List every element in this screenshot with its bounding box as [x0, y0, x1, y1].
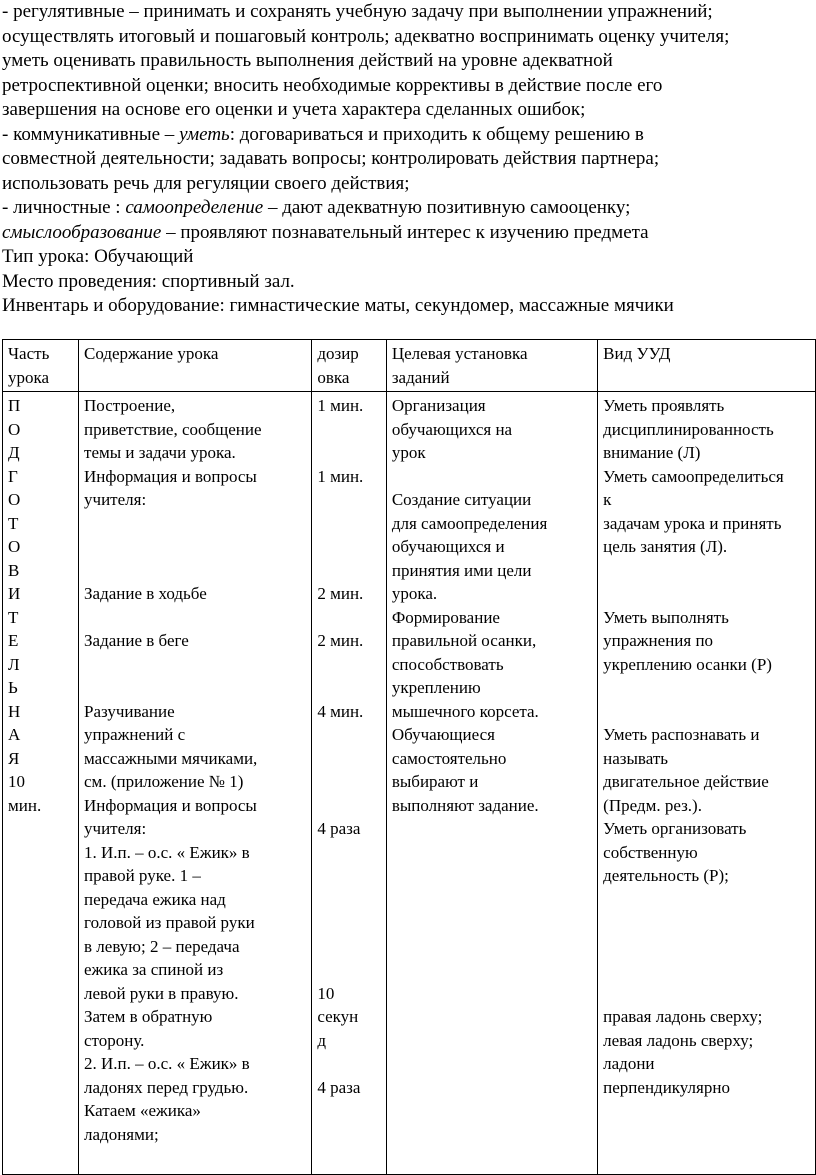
cell-line: Информация и вопросы	[84, 466, 257, 486]
cell-line: 2 мин.	[317, 584, 364, 603]
cell-line: 10	[317, 983, 335, 1003]
cell-goal	[386, 392, 597, 1175]
cell-line	[84, 559, 307, 583]
cell-line	[84, 535, 307, 559]
intro-line: совместной деятельности; задавать вопросы; контролировать действия партнера;	[2, 148, 660, 169]
cell-line	[317, 958, 382, 982]
cell-line	[317, 1123, 382, 1147]
cell-line: Уметь проявлять	[603, 396, 725, 415]
cell-line: выполняют задание.	[391, 795, 539, 815]
cell-line: В	[8, 560, 20, 580]
cell-line: принятия ими цели	[391, 560, 532, 580]
cell-line	[317, 535, 382, 559]
cell-line: для самоопределения	[391, 513, 548, 533]
cell-line: упражнения по	[603, 631, 714, 650]
cell-line	[317, 512, 382, 536]
cell-line	[317, 888, 382, 912]
intro-italic: смыслообразование	[2, 221, 162, 243]
lesson-location: Место проведения: спортивный зал.	[2, 270, 295, 292]
cell-line: собственную	[603, 842, 698, 862]
intro-text	[2, 0, 816, 319]
cell-line: самостоятельно	[391, 748, 507, 768]
header-goal	[386, 340, 597, 392]
cell-line	[603, 888, 811, 912]
cell-line: Е	[8, 631, 19, 650]
cell-line	[317, 1052, 382, 1076]
intro-line: завершения на основе его оценки и учета характера сделанных ошибок;	[2, 99, 586, 120]
cell-line: урока	[8, 367, 50, 387]
intro-text-segment: : договариваться и приходить к общему решению в	[229, 123, 644, 145]
cell-line: Д	[8, 443, 20, 462]
cell-line: Ь	[8, 678, 18, 697]
cell-line: укреплению	[391, 678, 481, 697]
cell-line: деятельность (Р);	[603, 866, 729, 885]
cell-line	[317, 841, 382, 865]
header-content	[79, 340, 312, 392]
cell-line: правая ладонь сверху;	[603, 1007, 763, 1026]
cell-line	[317, 418, 382, 442]
cell-line	[392, 465, 593, 489]
cell-line	[84, 512, 307, 536]
cell-line	[84, 653, 307, 677]
cell-line: О	[8, 419, 21, 439]
cell-line: Целевая установка	[391, 344, 528, 363]
cell-line	[317, 606, 382, 630]
lesson-type: Тип урока: Обучающий	[2, 246, 194, 267]
cell-line: правильной осанки,	[391, 631, 537, 650]
cell-line	[317, 559, 382, 583]
cell-line: дозир	[317, 344, 359, 363]
cell-line	[603, 911, 811, 935]
intro-line: использовать речь для регуляции своего действия;	[2, 172, 410, 194]
cell-line: Уметь организовать	[603, 819, 747, 838]
cell-line: способствовать	[391, 654, 504, 674]
cell-line: 4 раза	[317, 819, 361, 838]
cell-line: И	[8, 584, 21, 603]
cell-line: Уметь самоопределиться	[603, 466, 784, 486]
cell-line: ладони	[603, 1054, 655, 1073]
cell-line: Задание в беге	[84, 631, 189, 650]
intro-line	[2, 123, 816, 148]
cell-line: в левую; 2 – передача	[84, 936, 240, 956]
cell-line: 1. И.п. – о.с. « Ежик» в	[84, 842, 250, 862]
header-uud	[598, 340, 816, 392]
cell-line: Формирование	[391, 607, 500, 627]
cell-line: урок	[391, 443, 426, 462]
cell-line: овка	[317, 367, 350, 387]
cell-line: Создание ситуации	[391, 490, 532, 509]
cell-line: головой из правой руки	[84, 913, 255, 932]
cell-line: П	[8, 396, 21, 415]
cell-line	[603, 700, 811, 724]
cell-line: обучающихся и	[391, 537, 505, 556]
cell-line: (Предм. рез.).	[603, 795, 702, 815]
intro-italic: уметь	[179, 123, 230, 145]
cell-line: Л	[8, 654, 20, 674]
cell-part	[3, 392, 79, 1175]
cell-line: урока.	[391, 584, 438, 603]
intro-line: ретроспективной оценки; вносить необходимые коррективы в действие после его	[2, 74, 663, 96]
cell-line: Г	[8, 466, 18, 486]
cell-line: Я	[8, 748, 20, 768]
cell-line: укреплению осанки (Р)	[603, 654, 772, 674]
cell-line: Катаем «ежика»	[84, 1101, 201, 1120]
intro-line	[2, 221, 816, 246]
cell-line: ежика за спиной из	[84, 960, 224, 979]
cell-line	[603, 958, 811, 982]
cell-line: называть	[603, 748, 669, 768]
cell-line	[317, 935, 382, 959]
cell-line: Обучающиеся	[391, 725, 495, 744]
cell-line	[317, 723, 382, 747]
intro-line	[2, 196, 816, 221]
cell-line: заданий	[391, 367, 450, 387]
cell-line	[603, 676, 811, 700]
cell-line	[317, 1099, 382, 1123]
table-header-row	[3, 340, 816, 392]
cell-line: задачам урока и принять	[603, 513, 782, 533]
cell-line: двигательное действие	[603, 772, 769, 791]
cell-line: д	[317, 1030, 326, 1050]
cell-line: к	[603, 490, 612, 509]
cell-line: Разучивание	[84, 701, 175, 721]
cell-line	[317, 441, 382, 465]
cell-line: правой руке. 1 –	[84, 866, 201, 885]
cell-line	[84, 606, 307, 630]
cell-line: цель занятия (Л).	[603, 537, 728, 556]
cell-line	[317, 747, 382, 771]
intro-italic: самоопределение	[125, 197, 264, 218]
cell-line: учителя:	[84, 819, 147, 838]
intro-line: осуществлять итоговый и пошаговый контроль; адекватно воспринимать оценку учителя;	[2, 25, 730, 47]
cell-line: дисциплинированность	[603, 419, 774, 439]
intro-line: уметь оценивать правильность выполнения действий на уровне адекватной	[2, 50, 613, 71]
cell-content	[79, 392, 312, 1175]
intro-text-segment: – дают адекватную позитивную самооценку;	[263, 197, 631, 218]
cell-line	[603, 559, 811, 583]
cell-line: 2 мин.	[317, 631, 364, 650]
cell-line	[317, 653, 382, 677]
cell-line: массажными мячиками,	[84, 748, 258, 768]
cell-line: Т	[8, 607, 19, 627]
header-dose	[312, 340, 387, 392]
cell-line: Т	[8, 513, 19, 533]
cell-line: ладонями;	[84, 1124, 159, 1144]
intro-text-segment: - коммуникативные –	[2, 123, 180, 145]
cell-line: Уметь выполнять	[603, 607, 729, 627]
table-row	[3, 392, 816, 1175]
cell-uud	[598, 392, 816, 1175]
cell-line: передача ежика над	[84, 889, 226, 909]
cell-line	[603, 582, 811, 606]
cell-line: левая ладонь сверху;	[603, 1030, 754, 1050]
cell-line: ладонях перед грудью.	[84, 1077, 249, 1097]
cell-line: Вид УУД	[603, 344, 671, 363]
header-part	[3, 340, 79, 392]
cell-line: 4 мин.	[317, 701, 364, 721]
cell-line	[317, 911, 382, 935]
cell-line: 1 мин.	[317, 396, 364, 415]
cell-line: учителя:	[84, 490, 147, 509]
cell-line: упражнений с	[84, 725, 186, 744]
intro-line: - регулятивные – принимать и сохранять учебную задачу при выполнении упражнений;	[2, 1, 713, 22]
cell-line: левой руки в правую.	[84, 983, 239, 1003]
cell-line: Задание в ходьбе	[84, 584, 207, 603]
cell-line: мышечного корсета.	[391, 701, 539, 721]
cell-line: темы и задачи урока.	[84, 443, 236, 462]
cell-line: Часть	[8, 344, 50, 363]
cell-line: обучающихся на	[391, 419, 513, 439]
cell-line: перпендикулярно	[603, 1077, 730, 1097]
cell-line	[317, 794, 382, 818]
cell-line: приветствие, сообщение	[84, 419, 262, 439]
cell-line: выбирают и	[391, 772, 479, 791]
intro-text-segment: - личностные :	[2, 197, 126, 218]
cell-line	[317, 770, 382, 794]
cell-line: 1 мин.	[317, 466, 364, 486]
lesson-table	[2, 339, 816, 1175]
cell-line	[317, 676, 382, 700]
cell-line: мин.	[8, 795, 42, 815]
cell-line: 10	[8, 772, 25, 791]
cell-line	[84, 676, 307, 700]
intro-text-segment: – проявляют познавательный интерес к изучению предмета	[161, 221, 649, 243]
cell-line: 2. И.п. – о.с. « Ежик» в	[84, 1054, 250, 1073]
cell-line: секун	[317, 1007, 359, 1026]
cell-line	[603, 935, 811, 959]
cell-line: Затем в обратную	[84, 1007, 213, 1026]
cell-line: внимание (Л)	[603, 443, 701, 462]
cell-line: Н	[8, 701, 21, 721]
cell-line: А	[8, 725, 21, 744]
cell-line: сторону.	[84, 1030, 145, 1050]
cell-line: Уметь распознавать и	[603, 725, 760, 744]
cell-line: Построение,	[84, 396, 176, 415]
cell-line: О	[8, 490, 21, 509]
cell-line	[317, 488, 382, 512]
cell-line: см. (приложение № 1)	[84, 772, 244, 791]
cell-line: Информация и вопросы	[84, 795, 257, 815]
cell-dose	[312, 392, 387, 1175]
lesson-equipment: Инвентарь и оборудование: гимнастические маты, секундомер, массажные мячики	[2, 295, 674, 316]
cell-line	[317, 864, 382, 888]
cell-line: Организация	[391, 396, 486, 415]
cell-line: 4 раза	[317, 1077, 361, 1097]
cell-line: О	[8, 537, 21, 556]
cell-line	[603, 982, 811, 1006]
cell-line: Содержание урока	[84, 344, 219, 363]
